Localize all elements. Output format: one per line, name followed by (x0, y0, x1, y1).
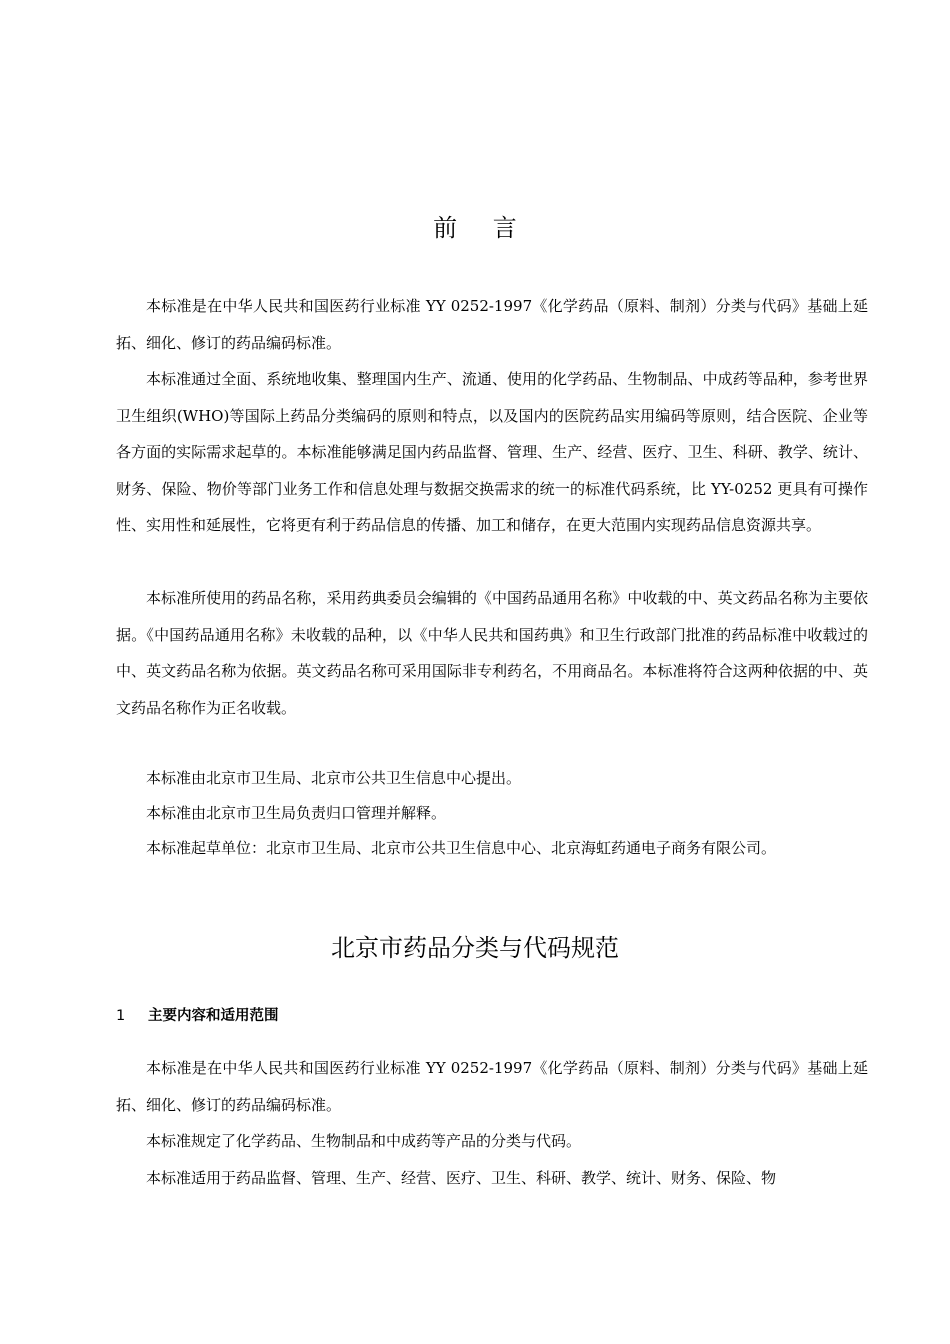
section-1-number: 1 (116, 1008, 126, 1024)
preface-paragraph-3: 本标准所使用的药品名称，采用药典委员会编辑的《中国药品通用名称》中收载的中、英文药品名称为主要依据。《中国药品通用名称》未收载的品种，以《中华人民共和国药典》和卫生行政部门批准的药品标准中收载过的中、英文药品名称为依据。英文药品名称可采用国际非专利药名，不用商品名。本标准将符合这两种依据的中、英文药品名称作为正名收载。 (116, 589, 868, 717)
document-title: 北京市药品分类与代码规范 (331, 934, 619, 962)
preface-paragraph-2: 本标准通过全面、系统地收集、整理国内生产、流通、使用的化学药品、生物制品、中成药等品种，参考世界卫生组织(WHO)等国际上药品分类编码的原则和特点，以及国内的医院药品实用编码等原则，结合医院、企业等各方面的实际需求起草的。本标准能够满足国内药品监督、管理、生产、经营、医疗、卫生、科研、教学、统计、财务、保险、物价等部门业务工作和信息处理与数据交换需求的统一的标准代码系统，比 YY-0252 更具有可操作性、实用性和延展性，它将更有利于药品信息的传播、加工和储存，在更大范围内实现药品信息资源共享。 (116, 370, 868, 534)
preface-paragraph-1: 本标准是在中华人民共和国医药行业标准 YY 0252-1997《化学药品（原料、制剂）分类与代码》基础上延拓、细化、修订的药品编码标准。 (116, 297, 868, 352)
preface-title: 前 言 (433, 214, 531, 242)
section-1-paragraph-3: 本标准适用于药品监督、管理、生产、经营、医疗、卫生、科研、教学、统计、财务、保险、物 (146, 1169, 777, 1187)
preface-statement-proposer: 本标准由北京市卫生局、北京市公共卫生信息中心提出。 (146, 769, 522, 787)
preface-statement-administration: 本标准由北京市卫生局负责归口管理并解释。 (146, 804, 447, 822)
preface-statement-drafters: 本标准起草单位：北京市卫生局、北京市公共卫生信息中心、北京海虹药通电子商务有限公司。 (146, 839, 777, 857)
section-1-heading (116, 1004, 279, 1025)
section-1-paragraph-2: 本标准规定了化学药品、生物制品和中成药等产品的分类与代码。 (146, 1132, 582, 1150)
section-1-paragraph-1: 本标准是在中华人民共和国医药行业标准 YY 0252-1997《化学药品（原料、制剂）分类与代码》基础上延拓、细化、修订的药品编码标准。 (116, 1059, 868, 1114)
section-1-title: 主要内容和适用范围 (148, 1008, 279, 1024)
